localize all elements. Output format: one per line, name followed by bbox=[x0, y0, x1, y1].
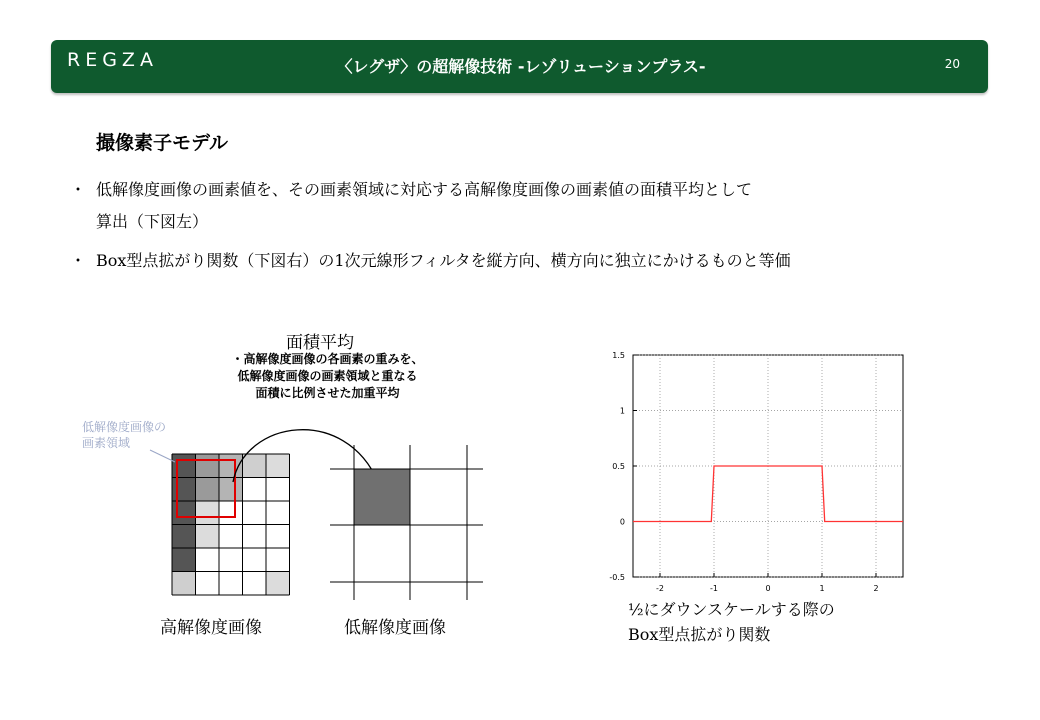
x-tick-label: 1 bbox=[819, 584, 825, 593]
high-res-grid bbox=[172, 454, 290, 595]
plot-caption bbox=[628, 597, 835, 647]
x-tick-label: -2 bbox=[656, 584, 664, 593]
page-number: 20 bbox=[944, 57, 960, 71]
pixel-diagram bbox=[120, 420, 640, 620]
note-line: ・高解像度画像の各画素の重みを、 bbox=[231, 352, 424, 366]
y-tick-label: 1 bbox=[619, 406, 625, 416]
label-line: 低解像度画像の bbox=[82, 420, 167, 434]
low-res-image-label: 低解像度画像 bbox=[344, 618, 446, 638]
high-res-image-label: 高解像度画像 bbox=[160, 618, 262, 638]
area-average-note bbox=[195, 351, 460, 402]
grid-cell-light bbox=[266, 572, 290, 596]
plot-caption-line: Box型点拡がり関数 bbox=[628, 625, 771, 644]
label-line: 画素領域 bbox=[82, 436, 131, 450]
y-tick-label: 1.5 bbox=[612, 351, 625, 360]
x-tick-label: 0 bbox=[765, 584, 771, 593]
y-tick-label: 0.5 bbox=[612, 462, 625, 471]
bullet-2-text: Box型点拡がり関数（下図右）の1次元線形フィルタを縦方向、横方向に独立にかけるものと等価 bbox=[96, 251, 791, 270]
page-title: 〈レグザ〉の超解像技術 -レゾリューションプラス- bbox=[336, 57, 706, 76]
box-psf-plot bbox=[575, 345, 915, 595]
grid-cell-light bbox=[172, 572, 196, 596]
note-line: 面積に比例させた加重平均 bbox=[255, 386, 400, 400]
y-tick-label: 0 bbox=[619, 517, 625, 527]
low-res-pixel bbox=[354, 469, 410, 525]
bullet-1-text: 低解像度画像の画素値を、その画素領域に対応する高解像度画像の画素値の面積平均として bbox=[96, 180, 753, 199]
bullet-marker: ・ bbox=[70, 251, 87, 270]
grid-cell-light bbox=[266, 454, 290, 478]
grid-cell-light bbox=[243, 454, 267, 478]
section-title: 撮像素子モデル bbox=[96, 132, 229, 154]
header-bar bbox=[51, 40, 988, 93]
y-tick-label: -0.5 bbox=[609, 573, 625, 582]
x-tick-label: -1 bbox=[710, 584, 718, 593]
bullet-2 bbox=[70, 248, 791, 271]
regza-logo: REGZA bbox=[67, 49, 158, 71]
label-pointer bbox=[150, 450, 175, 462]
bullet-marker: ・ bbox=[70, 180, 87, 199]
x-tick-label: 2 bbox=[873, 584, 879, 593]
plot-caption-line: ½にダウンスケールする際の bbox=[628, 600, 835, 619]
bullet-1-continuation: 算出（下図左） bbox=[96, 212, 209, 231]
low-res-grid bbox=[330, 445, 483, 600]
grid-cell-dark bbox=[172, 454, 196, 572]
bullet-1 bbox=[70, 177, 752, 200]
note-line: 低解像度画像の画素領域と重なる bbox=[237, 369, 418, 383]
area-average-title: 面積平均 bbox=[286, 333, 354, 353]
